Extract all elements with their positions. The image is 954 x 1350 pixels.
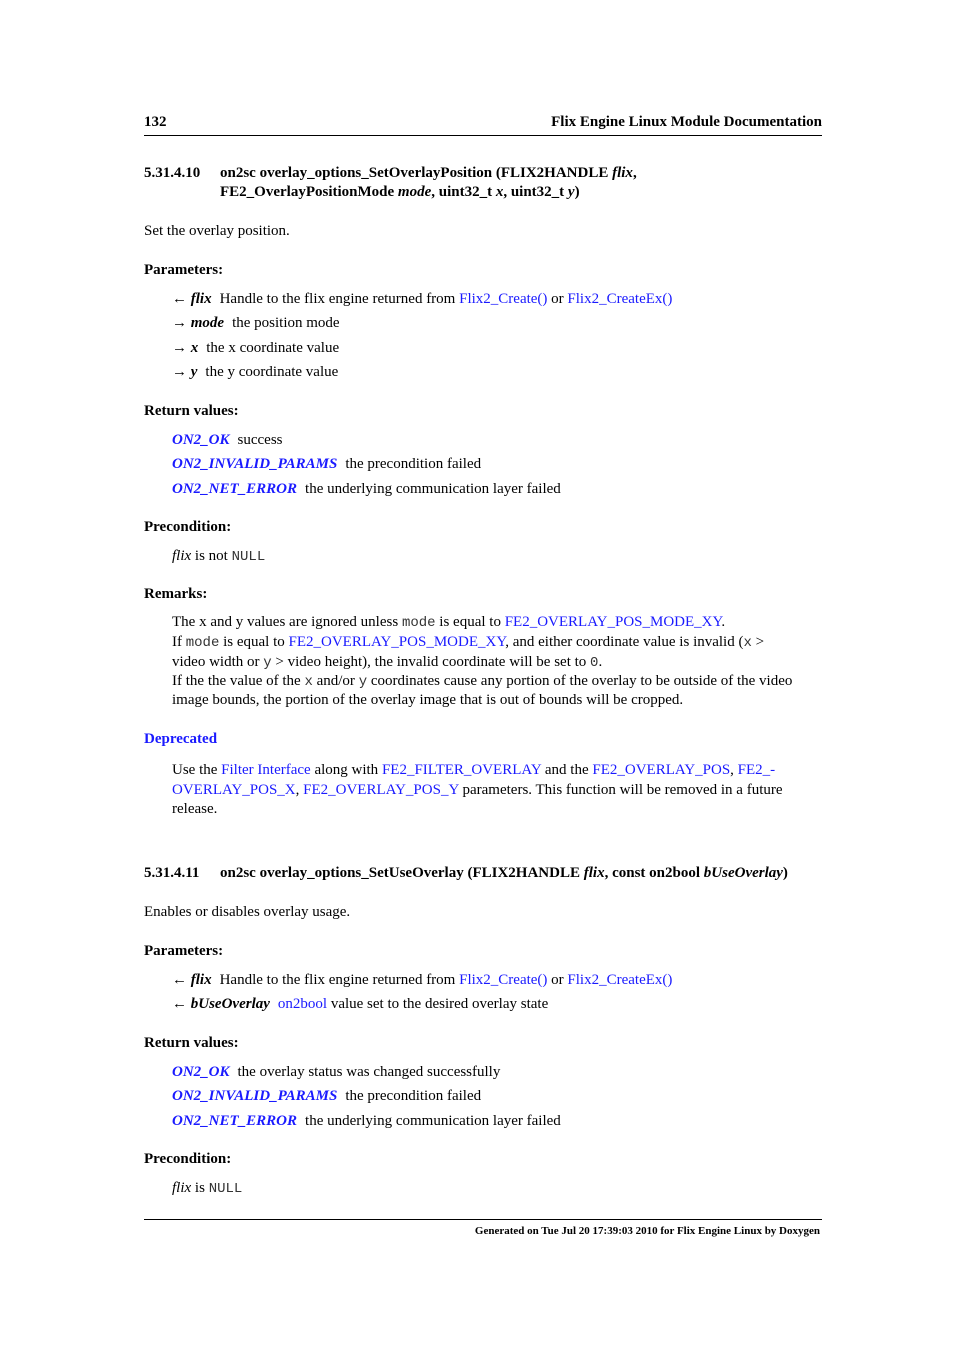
section-title — [220, 165, 637, 182]
arrow-out-icon: → — [172, 340, 187, 356]
link-on2-ok[interactable]: ON2_OK — [172, 1064, 230, 1080]
deprecated-text: , — [730, 762, 738, 778]
function-description: Enables or disables overlay usage. — [144, 904, 351, 920]
remarks-line — [172, 614, 725, 631]
param-name: bUseOverlay — [190, 996, 270, 1012]
parameters-heading: Parameters: — [144, 943, 224, 959]
link-fe2-overlay-pos-mode-xy[interactable]: FE2_OVERLAY_POS_MODE_XY — [504, 614, 722, 630]
deprecated-text: along with — [310, 762, 382, 778]
header-rule — [144, 135, 822, 136]
return-row — [172, 456, 481, 473]
param-name: flix — [190, 972, 212, 988]
link-flix2-createex[interactable]: Flix2_CreateEx() — [567, 291, 673, 307]
remarks-text: is equal to — [219, 634, 289, 650]
return-values-heading: Return values: — [144, 403, 239, 419]
remarks-text: is equal to — [435, 614, 505, 630]
section-title — [220, 865, 788, 882]
link-fe2-overlay-pos-y[interactable]: FE2_OVERLAY_POS_Y — [303, 782, 459, 798]
param-row — [172, 972, 672, 989]
remarks-text: The x and y values are ignored unless — [172, 614, 402, 630]
code-null: NULL — [208, 1181, 243, 1197]
code-y: y — [358, 674, 368, 690]
param-text: Handle to the flix engine returned from — [219, 972, 460, 988]
title-text: , uint32_t — [503, 184, 568, 200]
deprecated-line — [172, 762, 775, 779]
link-fe2-overlay-pos-mode-xy[interactable]: FE2_OVERLAY_POS_MODE_XY — [288, 634, 506, 650]
deprecated-text: Use the — [172, 762, 222, 778]
link-flix2-create[interactable]: Flix2_Create() — [459, 291, 548, 307]
return-text: the overlay status was changed successfully — [237, 1064, 501, 1080]
precondition-body: is not — [191, 548, 232, 564]
remarks-text: and/or — [312, 673, 359, 689]
title-text: ) — [782, 865, 788, 881]
link-on2-net-error[interactable]: ON2_NET_ERROR — [172, 481, 298, 497]
param-text: or — [547, 291, 568, 307]
code-mode: mode — [401, 615, 436, 631]
code-y: y — [263, 655, 272, 671]
param-ref: flix — [172, 1180, 192, 1196]
title-param: mode — [397, 184, 432, 200]
remarks-text: video width or — [172, 654, 264, 670]
remarks-text: > video height), the invalid coordinate will be set to — [271, 654, 591, 670]
arrow-in-icon: ← — [172, 996, 187, 1012]
remarks-line — [172, 673, 792, 690]
code-x: x — [304, 674, 313, 690]
link-fe2-overlay-pos[interactable]: FE2_OVERLAY_POS — [592, 762, 731, 778]
page-number: 132 — [144, 114, 167, 130]
code-zero: 0 — [590, 655, 599, 671]
return-text: success — [237, 432, 283, 448]
remarks-text: If the the value of the — [172, 673, 305, 689]
arrow-out-icon: → — [172, 364, 187, 380]
remarks-line — [172, 634, 822, 651]
section-number: 5.31.4.11 — [144, 865, 200, 881]
footer-rule — [144, 1219, 822, 1220]
title-param: flix — [612, 165, 633, 181]
title-param: flix — [583, 865, 605, 881]
link-fe2-overlay-pos-x[interactable]: OVERLAY_POS_X — [172, 782, 296, 798]
title-text: , const on2bool — [604, 865, 704, 881]
link-flix2-createex[interactable]: Flix2_CreateEx() — [567, 972, 673, 988]
deprecated-text: , — [295, 782, 304, 798]
param-row — [172, 291, 672, 308]
param-row — [172, 364, 338, 381]
section-number: 5.31.4.10 — [144, 165, 201, 181]
return-row — [172, 432, 283, 449]
link-on2-net-error[interactable]: ON2_NET_ERROR — [172, 1113, 298, 1129]
title-text: , — [632, 165, 637, 181]
param-row — [172, 315, 340, 332]
code-mode: mode — [185, 635, 220, 651]
param-name: x — [190, 340, 199, 356]
remarks-text: . — [598, 654, 603, 670]
remarks-text: , and either coordinate value is invalid ( — [505, 634, 744, 650]
title-param: bUseOverlay — [703, 865, 783, 881]
return-text: the precondition failed — [345, 1088, 482, 1104]
param-text: value set to the desired overlay state — [327, 996, 549, 1012]
param-text: the x coordinate value — [206, 340, 340, 356]
param-text: Handle to the flix engine returned from — [219, 291, 460, 307]
param-text: the y coordinate value — [205, 364, 339, 380]
parameters-heading: Parameters: — [144, 262, 224, 278]
title-text: FE2_OverlayPositionMode — [220, 184, 398, 200]
link-fe2-filter-overlay[interactable]: FE2_FILTER_OVERLAY — [381, 762, 542, 778]
title-text: , uint32_t — [431, 184, 496, 200]
return-row — [172, 1113, 561, 1130]
deprecated-line: release. — [172, 801, 218, 817]
remarks-heading: Remarks: — [144, 586, 208, 602]
param-name: flix — [190, 291, 212, 307]
link-on2-invalid-params[interactable]: ON2_INVALID_PARAMS — [172, 1088, 338, 1104]
link-filter-interface[interactable]: Filter Interface — [221, 762, 311, 778]
param-name: mode — [190, 315, 225, 331]
remarks-text: If — [172, 634, 186, 650]
section-title-line2 — [220, 184, 580, 201]
param-ref: flix — [172, 548, 192, 564]
remarks-line — [172, 654, 602, 671]
param-text: the position mode — [232, 315, 340, 331]
remarks-text: > — [751, 634, 765, 650]
title-param: y — [567, 184, 575, 200]
param-row — [172, 340, 339, 357]
arrow-out-icon: → — [172, 315, 187, 331]
return-text: the underlying communication layer failed — [305, 481, 561, 497]
link-fe2-overlay-pos-x[interactable]: FE2_- — [737, 762, 776, 778]
code-null: NULL — [231, 549, 266, 565]
title-text: ) — [574, 184, 580, 200]
deprecated-text: parameters. This function will be removed in a future — [458, 782, 783, 798]
deprecated-line — [172, 782, 783, 799]
link-on2-invalid-params[interactable]: ON2_INVALID_PARAMS — [172, 456, 338, 472]
return-text: the underlying communication layer failed — [305, 1113, 561, 1129]
deprecated-text: and the — [541, 762, 593, 778]
code-x: x — [743, 635, 752, 651]
param-name: y — [190, 364, 198, 380]
link-on2-ok[interactable]: ON2_OK — [172, 432, 230, 448]
precondition-heading: Precondition: — [144, 519, 232, 535]
return-text: the precondition failed — [345, 456, 482, 472]
return-row — [172, 1088, 481, 1105]
arrow-in-icon: ← — [172, 291, 187, 307]
link-flix2-create[interactable]: Flix2_Create() — [459, 972, 548, 988]
title-text: on2sc overlay_options_SetOverlayPosition (FLIX2HANDLE — [220, 165, 613, 181]
link-on2bool[interactable]: on2bool — [277, 996, 328, 1012]
precondition-heading: Precondition: — [144, 1151, 232, 1167]
title-param: x — [495, 184, 504, 200]
return-row — [172, 1064, 500, 1081]
param-text: or — [547, 972, 568, 988]
deprecated-link[interactable]: Deprecated — [144, 731, 218, 747]
precondition-text — [172, 548, 265, 565]
param-row — [172, 996, 548, 1013]
title-text: on2sc overlay_options_SetUseOverlay (FLIX2HANDLE — [220, 865, 584, 881]
precondition-body: is — [191, 1180, 209, 1196]
return-row — [172, 481, 561, 498]
precondition-text — [172, 1180, 242, 1197]
remarks-text: coordinates cause any portion of the overlay to be outside of the video — [367, 673, 793, 689]
footer-text: Generated on Tue Jul 20 17:39:03 2010 for Flix Engine Linux by Doxygen — [474, 1225, 820, 1237]
return-values-heading: Return values: — [144, 1035, 239, 1051]
function-description: Set the overlay position. — [144, 223, 290, 239]
remarks-line: image bounds, the portion of the overlay image that is out of bounds will be cropped. — [172, 692, 684, 708]
document-title: Flix Engine Linux Module Documentation — [551, 114, 822, 130]
remarks-text: . — [721, 614, 726, 630]
arrow-in-icon: ← — [172, 972, 187, 988]
